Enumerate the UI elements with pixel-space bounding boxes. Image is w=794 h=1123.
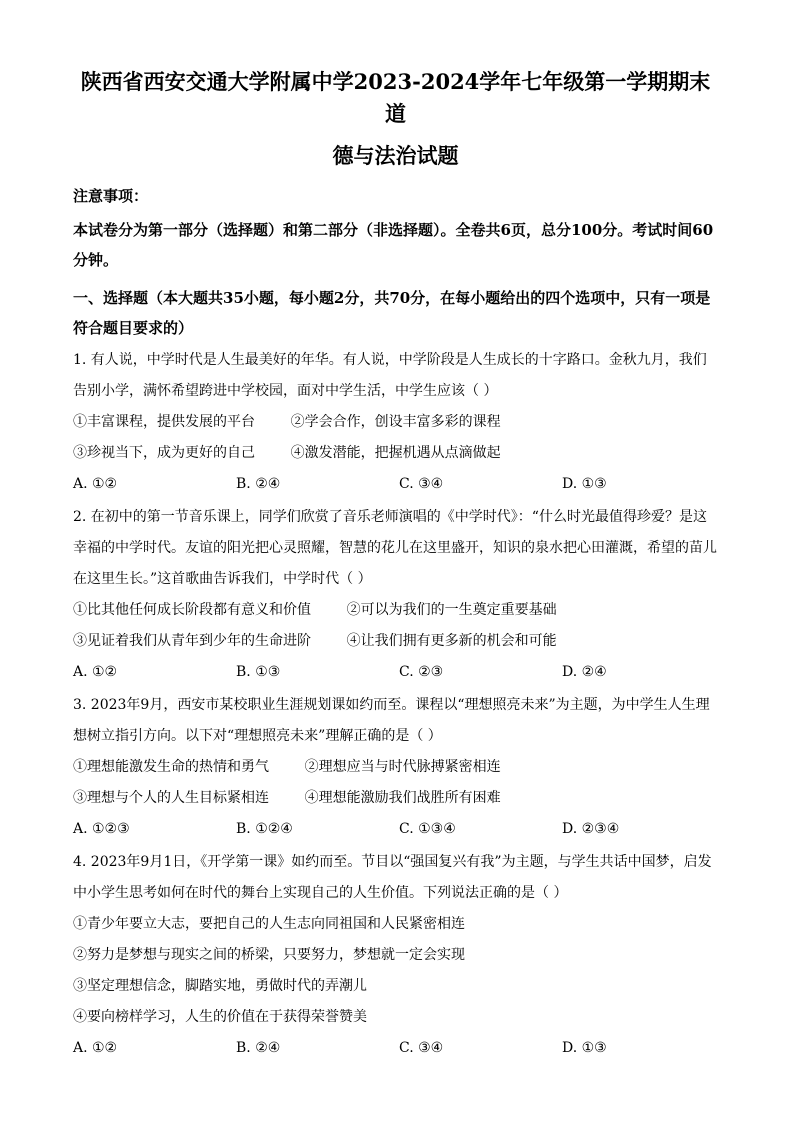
statement-line: ④要向榜样学习，人生的价值在于获得荣誉赞美 bbox=[73, 1009, 367, 1025]
choice-b: B. ②④ bbox=[236, 1040, 281, 1056]
notice-body: 本试卷分为第一部分（选择题）和第二部分（非选择题）。全卷共6页，总分100分。考试时间60分钟。 bbox=[73, 221, 714, 269]
statement-line: ①丰富课程，提供发展的平台 ②学会合作，创设丰富多彩的课程 bbox=[73, 414, 501, 430]
choice-d: D. ①③ bbox=[562, 1040, 607, 1056]
answer-choices bbox=[73, 657, 718, 688]
question-stem: 1. 有人说，中学时代是人生最美好的年华。有人说，中学阶段是人生成长的十字路口。金秋九月，我们告别小学，满怀希望跨进中学校园，面对中学生活，中学生应该（ ） bbox=[73, 352, 707, 399]
choice-d: D. ②③④ bbox=[562, 821, 620, 837]
statement-line: ①比其他任何成长阶段都有意义和价值 ②可以为我们的一生奠定重要基础 bbox=[73, 602, 557, 618]
choice-c: C. ①③④ bbox=[399, 821, 456, 837]
choice-a: A. ①② bbox=[73, 1040, 118, 1056]
statement-line: ①理想能激发生命的热情和勇气 ②理想应当与时代脉搏紧密相连 bbox=[73, 759, 501, 775]
choice-a: A. ①②③ bbox=[73, 821, 130, 837]
question-stem: 3. 2023年9月，西安市某校职业生涯规划课如约而至。课程以“理想照亮未来”为主题，为中学生人生理想树立指引方向。以下对“理想照亮未来”理解正确的是（ ） bbox=[73, 697, 710, 744]
question-2 bbox=[73, 502, 718, 688]
choice-b: B. ②④ bbox=[236, 476, 281, 492]
question-3 bbox=[73, 690, 718, 845]
question-4 bbox=[73, 847, 718, 1064]
question-stem: 4. 2023年9月1日，《开学第一课》如约而至。节目以“强国复兴有我”为主题，与学生共话中国梦，启发中小学生思考如何在时代的舞台上实现自己的人生价值。下列说法正确的是（ ） bbox=[73, 854, 712, 901]
choice-c: C. ②③ bbox=[399, 664, 444, 680]
section-heading: 一、选择题（本大题共35小题，每小题2分，共70分，在每小题给出的四个选项中，只有一项是符合题目要求的） bbox=[73, 289, 711, 337]
choice-d: D. ①③ bbox=[562, 476, 607, 492]
choice-b: B. ①②④ bbox=[236, 821, 293, 837]
notice-heading: 注意事项： bbox=[73, 187, 149, 205]
statement-line: ③理想与个人的人生目标紧相连 ④理想能激励我们战胜所有困难 bbox=[73, 790, 501, 806]
question-1 bbox=[73, 345, 718, 500]
choice-a: A. ①② bbox=[73, 476, 118, 492]
choice-b: B. ①③ bbox=[236, 664, 281, 680]
choice-c: C. ③④ bbox=[399, 476, 444, 492]
statement-line: ②努力是梦想与现实之间的桥梁，只要努力，梦想就一定会实现 bbox=[73, 947, 465, 963]
exam-title-line-1: 陕西省西安交通大学附属中学2023-2024学年七年级第一学期期末道 bbox=[80, 69, 711, 126]
question-stem: 2. 在初中的第一节音乐课上，同学们欣赏了音乐老师演唱的《中学时代》：“什么时光最值得珍爱？是这幸福的中学时代。友谊的阳光把心灵照耀，智慧的花儿在这里盛开，知识的泉水把心田灌溉，希望的苗儿在这里生长。”这首歌曲告诉我们，中学时代（ ） bbox=[73, 509, 717, 587]
answer-choices bbox=[73, 1033, 718, 1064]
answer-choices bbox=[73, 469, 718, 500]
choice-a: A. ①② bbox=[73, 664, 118, 680]
statement-line: ③珍视当下，成为更好的自己 ④激发潜能，把握机遇从点滴做起 bbox=[73, 445, 501, 461]
exam-title-line-2: 德与法治试题 bbox=[332, 143, 459, 168]
answer-choices bbox=[73, 814, 718, 845]
choice-d: D. ②④ bbox=[562, 664, 607, 680]
statement-line: ③见证着我们从青年到少年的生命进阶 ④让我们拥有更多新的机会和可能 bbox=[73, 633, 557, 649]
statement-line: ①青少年要立大志，要把自己的人生志向同祖国和人民紧密相连 bbox=[73, 916, 465, 932]
choice-c: C. ③④ bbox=[399, 1040, 444, 1056]
statement-line: ③坚定理想信念，脚踏实地，勇做时代的弄潮儿 bbox=[73, 978, 367, 994]
